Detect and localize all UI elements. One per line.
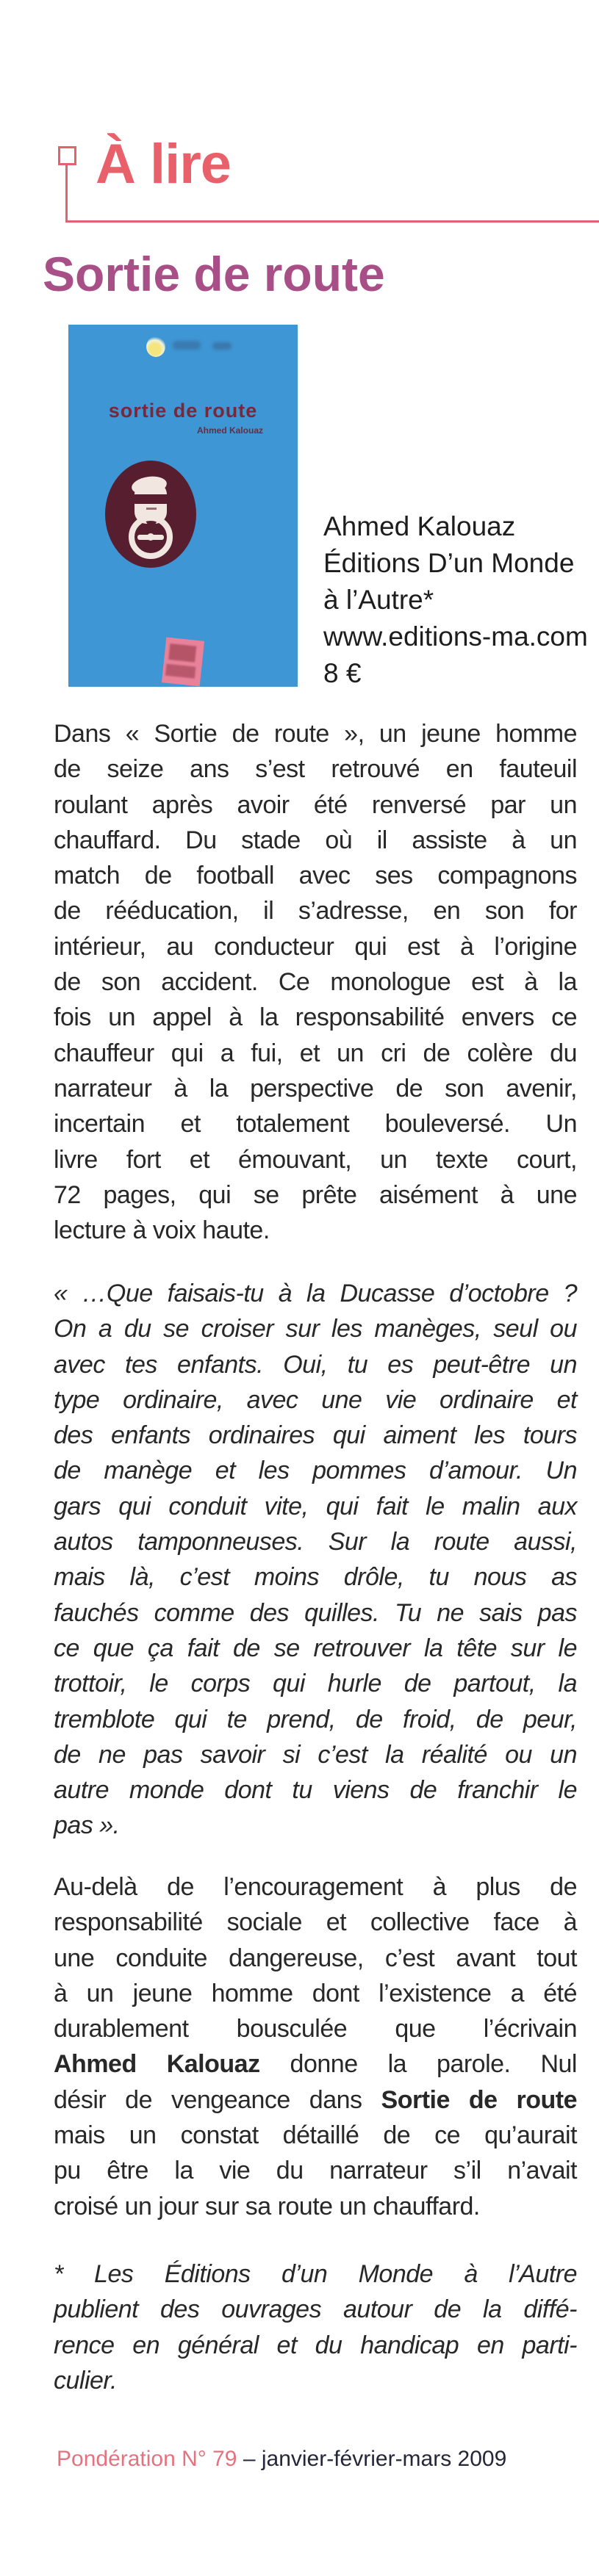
pubinfo-author: Ahmed Kalouaz — [323, 511, 516, 541]
book-cover — [68, 325, 298, 687]
body-text-line — [54, 2082, 577, 2118]
body-text-line: des enfants ordinaires qui aiment les tours — [54, 1421, 577, 1450]
bold-text-segment: Ahmed Kalouaz — [54, 2050, 260, 2079]
cover-illustration — [105, 461, 196, 568]
cover-book-title: sortie de route — [108, 400, 258, 422]
stamp-marking — [168, 643, 196, 663]
publisher-stamp — [162, 637, 204, 686]
footer-issue-date: – janvier-février-mars 2009 — [237, 2447, 507, 2471]
body-text-line: de manège et les pommes d’amour. Un — [54, 1457, 577, 1485]
footnote — [54, 2256, 577, 2398]
body-text-line: Dans « Sortie de route », un jeune homme — [54, 720, 577, 748]
body-text-line: incertain et totalement bouleversé. Un — [54, 1110, 577, 1139]
page-footer — [57, 2446, 506, 2472]
review-quote-excerpt — [54, 1276, 577, 1844]
body-text-line: autre monde dont tu viens de franchir le — [54, 1776, 577, 1805]
publisher-logo-text-smudge — [173, 341, 201, 350]
body-text-line: « …Que faisais-tu à la Ducasse d’octobre ? — [54, 1280, 577, 1307]
body-text-line: * Les Éditions d’un Monde à l’Autre — [54, 2260, 577, 2288]
body-text-line: chauffeur qui a fui, et un cri de colère du — [54, 1039, 577, 1067]
body-text-line: pu être la vie du narrateur s’il n’avait — [54, 2157, 577, 2185]
footer-magazine-name: Pondération N° 79 — [57, 2447, 237, 2471]
body-text-line: chauffard. Du stade où il assiste à un — [54, 826, 577, 854]
body-text-line: 72 pages, qui se prête aisément à une — [54, 1180, 577, 1209]
body-text-line: de seize ans s’est retrouvé en fauteuil — [54, 755, 577, 784]
body-text-line: responsabilité sociale et collective face à — [54, 1908, 577, 1937]
body-text-line: On a du se croiser sur les manèges, seul ou — [54, 1315, 577, 1343]
body-text-line: type ordinaire, avec une vie ordinaire et — [54, 1385, 577, 1414]
review-paragraph-intro — [54, 716, 577, 1248]
text-segment: donne la parole. Nul — [259, 2050, 577, 2079]
publication-info — [323, 508, 588, 692]
body-text-line: roulant après avoir été renversé par un — [54, 790, 577, 819]
body-text-line: trottoir, le corps qui hurle de partout, la — [54, 1670, 577, 1698]
body-text-line: gars qui conduit vite, qui fait le malin aux — [54, 1492, 577, 1520]
body-text-line: match de football avec ses compagnons — [54, 862, 577, 890]
body-text-line: fois un appel à la responsabilité envers ce — [54, 1003, 577, 1032]
body-text-line: autos tamponneuses. Sur la route aussi, — [54, 1528, 577, 1556]
body-text-line: à un jeune homme dont l’existence a été — [54, 1979, 577, 2007]
pubinfo-website: www.editions-ma.com — [323, 621, 588, 652]
body-text-line: narrateur à la perspective de son avenir, — [54, 1074, 577, 1103]
body-text-line: de rééducation, il s’adresse, en son for — [54, 897, 577, 926]
body-text-line: croisé un jour sur sa route un chauffard. — [54, 2192, 480, 2220]
text-segment: désir de vengeance dans — [54, 2085, 381, 2114]
section-bracket-vertical-line — [65, 163, 68, 223]
stamp-marking — [165, 664, 196, 679]
body-text-line: fauchés comme des quilles. Tu ne sais pas — [54, 1598, 577, 1627]
pubinfo-price: 8 € — [323, 658, 362, 688]
cover-author-name: Ahmed Kalouaz — [196, 425, 263, 436]
body-text-line: publient des ouvrages autour de la diffé- — [54, 2295, 577, 2324]
bold-text-segment: Sortie de route — [381, 2085, 577, 2114]
body-text-line: culier. — [54, 2366, 117, 2395]
body-text-line: lecture à voix haute. — [54, 1216, 270, 1245]
publisher-logo-text-smudge — [212, 342, 232, 350]
body-text-line: une conduite dangereuse, c’est avant tout — [54, 1944, 577, 1972]
body-text-line: ce que ça fait de se retrouver la tête sur le — [54, 1634, 577, 1662]
publisher-logo-icon — [146, 336, 165, 357]
body-text-line: rence en général et du handicap en parti- — [54, 2331, 577, 2359]
pubinfo-publisher-line2: à l’Autre* — [323, 585, 434, 615]
body-text-line: de ne pas savoir si c’est la réalité ou un — [54, 1740, 577, 1769]
body-text-line: Au-delà de l’encouragement à plus de — [54, 1873, 577, 1901]
body-text-line: mais là, c’est moins drôle, tu nous as — [54, 1563, 577, 1592]
body-text-line: livre fort et émouvant, un texte court, — [54, 1145, 577, 1174]
body-text-line: avec tes enfants. Oui, tu es peut-être un — [54, 1350, 577, 1379]
body-text-line: pas ». — [54, 1811, 120, 1840]
body-text-line: intérieur, au conducteur qui est à l’origine — [54, 932, 577, 961]
article-title: Sortie de route — [43, 247, 385, 301]
body-text-line: tremblote qui te prend, de froid, de peur, — [54, 1705, 577, 1733]
review-paragraph-comment — [54, 1869, 577, 2224]
body-text-line: de son accident. Ce monologue est à la — [54, 968, 577, 997]
section-label: À lire — [96, 133, 232, 195]
body-text-line — [54, 2046, 577, 2082]
body-text-line: durablement bousculée que l’écrivain — [54, 2015, 577, 2043]
section-bracket-horizontal-rule — [65, 220, 599, 223]
body-text-line: mais un constat détaillé de ce qu’aurait — [54, 2121, 577, 2150]
pubinfo-publisher-line1: Éditions D’un Monde — [323, 548, 575, 578]
